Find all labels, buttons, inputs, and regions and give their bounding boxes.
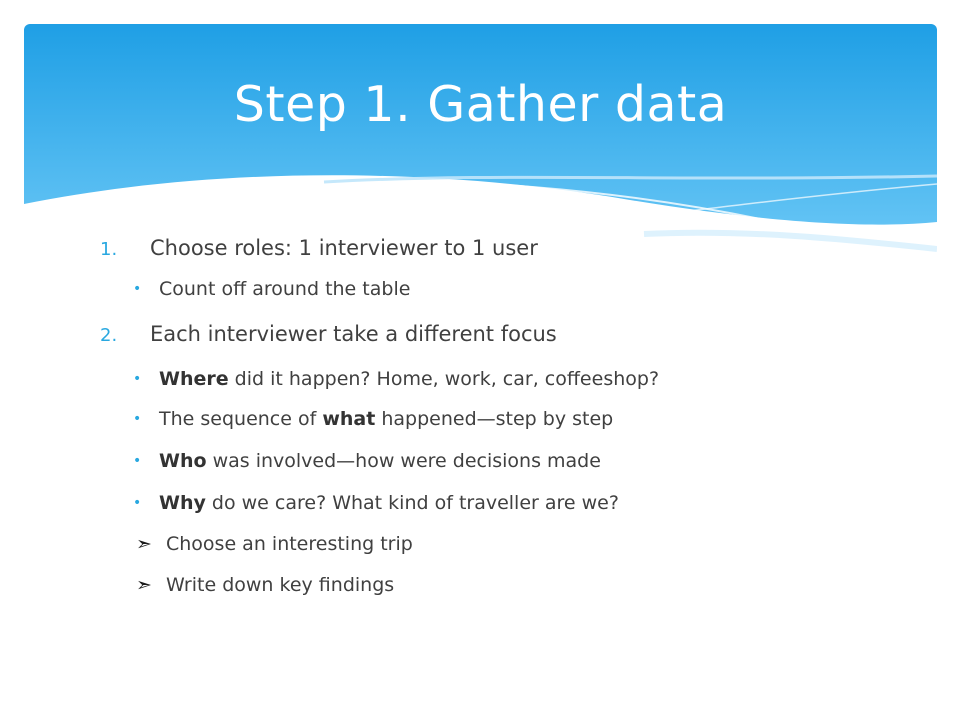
list-number: 2. bbox=[100, 325, 118, 346]
list-item bbox=[100, 574, 394, 596]
bullet-dot-icon: • bbox=[133, 281, 142, 297]
list-item-text: Each interviewer take a different focus bbox=[150, 322, 557, 346]
bullet-dot-icon: • bbox=[133, 495, 142, 511]
bullet-dot-icon: • bbox=[133, 411, 142, 427]
list-item-text: was involved—how were decisions made bbox=[206, 450, 601, 472]
emphasis-text: Where bbox=[159, 368, 229, 390]
list-item bbox=[100, 236, 538, 260]
emphasis-text: Who bbox=[159, 450, 207, 472]
arrow-bullet-icon: ➣ bbox=[136, 574, 152, 596]
list-item bbox=[100, 322, 557, 346]
list-item-text: Count off around the table bbox=[159, 278, 411, 300]
list-item bbox=[100, 492, 619, 514]
bullet-dot-icon: • bbox=[133, 453, 142, 469]
list-item bbox=[100, 408, 613, 430]
list-item-text: happened—step by step bbox=[375, 408, 614, 430]
list-item bbox=[100, 278, 410, 300]
list-item bbox=[100, 450, 601, 472]
list-item bbox=[100, 368, 659, 390]
list-number: 1. bbox=[100, 239, 118, 260]
list-item bbox=[100, 533, 413, 555]
title-banner bbox=[24, 24, 937, 264]
emphasis-text: Why bbox=[159, 492, 206, 514]
slide-title: Step 1. Gather data bbox=[233, 76, 728, 133]
arrow-bullet-icon: ➣ bbox=[136, 533, 152, 555]
list-item-text: do we care? What kind of traveller are we? bbox=[205, 492, 619, 514]
list-item-text: did it happen? Home, work, car, coffeeshop? bbox=[228, 368, 660, 390]
emphasis-text: what bbox=[322, 408, 376, 430]
list-item-text: Choose an interesting trip bbox=[166, 533, 413, 555]
banner-background bbox=[24, 24, 937, 264]
list-item-text: Choose roles: 1 interviewer to 1 user bbox=[150, 236, 538, 260]
list-item-text: The sequence of bbox=[159, 408, 323, 430]
bullet-dot-icon: • bbox=[133, 371, 142, 387]
list-item-text: Write down key findings bbox=[166, 574, 395, 596]
